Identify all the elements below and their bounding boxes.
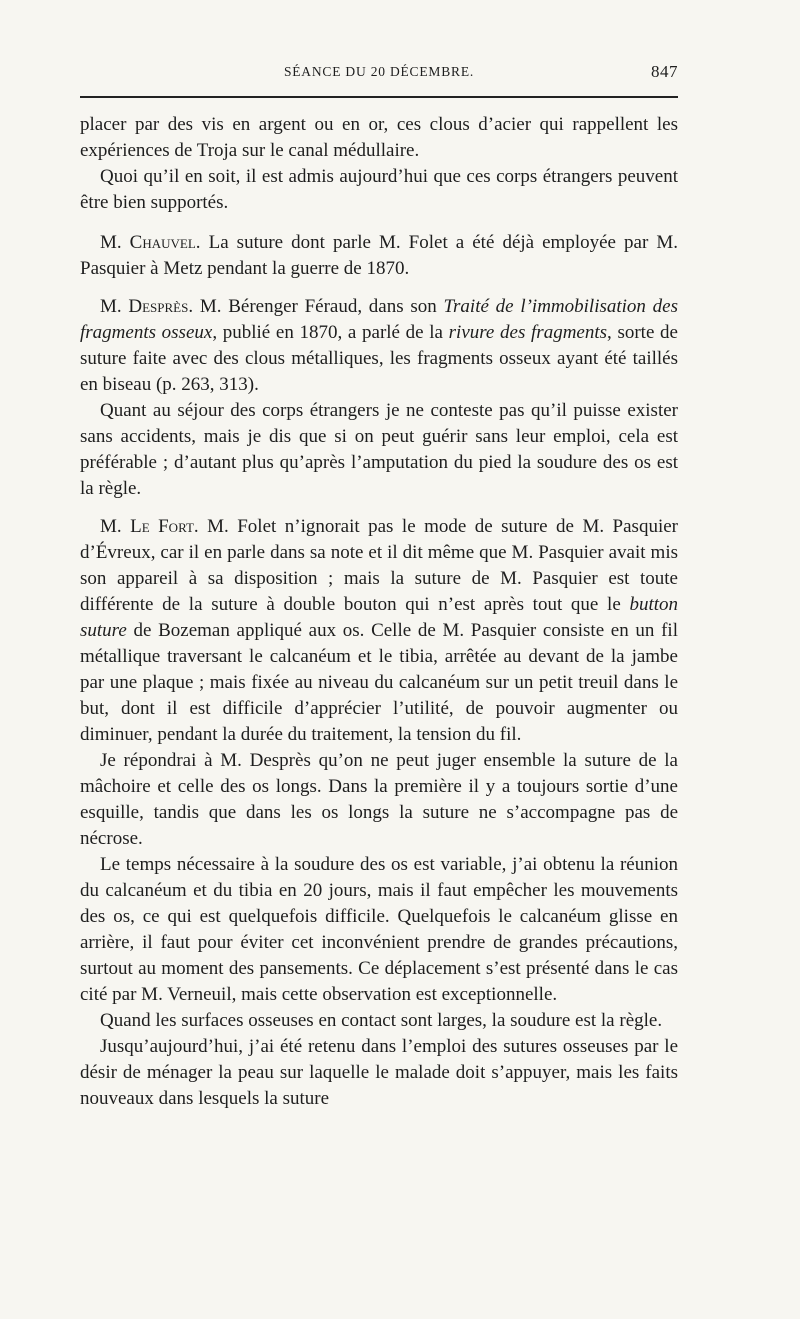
paragraph: Je répondrai à M. Desprès qu’on ne peut juger ensemble la suture de la mâchoire et celle des os longs. Dans la première il y a toujours sortie d’une esquille, tandis que dans les os longs la suture ne s’accompagne pas de nécrose.: [80, 750, 678, 849]
speaker-name: M. Chauvel.: [100, 232, 201, 253]
speaker-name: M. Desprès.: [100, 296, 194, 317]
speaker-paragraph-despres: [80, 294, 678, 398]
speaker-paragraph-lefort: [80, 514, 678, 748]
speaker-name: M. Le Fort.: [100, 516, 199, 537]
body-text: [80, 112, 678, 1112]
paragraph: Quant au séjour des corps étrangers je ne conteste pas qu’il puisse exister sans accidents, mais je dis que si on peut guérir sans leur emploi, cela est préférable ; d’autant plus qu’après l’amputation du pied la soudure des os est la règle.: [80, 400, 678, 499]
paragraph-continuation: placer par des vis en argent ou en or, ces clous d’acier qui rappellent les expériences de Troja sur le canal médullaire.: [80, 114, 678, 161]
italic-term: rivure des fragments: [448, 322, 608, 343]
paragraph: Quoi qu’il en soit, il est admis aujourd’hui que ces corps étrangers peuvent être bien supportés.: [80, 166, 678, 213]
paragraph-text: La suture dont parle M. Folet a été déjà employée par M. Pasquier à Metz pendant la guerre de 1870.: [80, 232, 678, 279]
document-page: [80, 58, 678, 1112]
paragraph: Quand les surfaces osseuses en contact sont larges, la soudure est la règle.: [100, 1010, 663, 1031]
paragraph-text: , publié en 1870, a parlé de la: [212, 322, 449, 343]
page-number: 847: [651, 62, 678, 81]
book-title: Traité de l’immobilisation des fragments osseux: [80, 296, 678, 343]
page-header: [80, 58, 678, 88]
speaker-paragraph-chauvel: [80, 230, 678, 282]
header-rule: [80, 96, 678, 98]
paragraph: Le temps nécessaire à la soudure des os est variable, j’ai obtenu la réunion du calcanéum et du tibia en 20 jours, mais il faut empêcher les mouvements des os, ce qui est quelquefois difficile. Quelquefois le calcanéum glisse en arrière, il faut pour éviter cet inconvénient prendre de grandes précautions, surtout au moment des pansements. Ce déplacement s’est présenté dans le cas cité par M. Verneuil, mais cette observation est exceptionnelle.: [80, 854, 678, 1005]
italic-term: button suture: [80, 594, 678, 641]
paragraph-text: de Bozeman appliqué aux os. Celle de M. Pasquier consiste en un fil métallique traversant le calcanéum et le tibia, arrêtée au devant de la jambe par une plaque ; mais fixée au niveau du calcanéum sur un petit treuil dans le but, dont il est difficile d’apprécier l’utilité, de pouvoir augmenter ou diminuer, pendant la durée du traitement, la tension du fil.: [80, 620, 678, 745]
running-title: SÉANCE DU 20 DÉCEMBRE.: [283, 64, 475, 79]
paragraph-text: M. Folet n’ignorait pas le mode de suture de M. Pasquier d’Évreux, car il en parle dans sa note et il dit même que M. Pasquier avait mis son appareil à sa disposition ; mais la suture de M. Pasquier est toute différente de la suture à double bouton qui n’est après tout que le: [80, 516, 678, 615]
paragraph: Jusqu’aujourd’hui, j’ai été retenu dans l’emploi des sutures osseuses par le désir de ménager la peau sur laquelle le malade doit s’appuyer, mais les faits nouveaux dans lesquels la suture: [80, 1036, 678, 1109]
paragraph-text: M. Bérenger Féraud, dans son: [193, 296, 444, 317]
paragraph-text: , sorte de suture faite avec des clous métalliques, les fragments osseux ayant été taillés en biseau (p. 263, 313).: [80, 322, 678, 395]
